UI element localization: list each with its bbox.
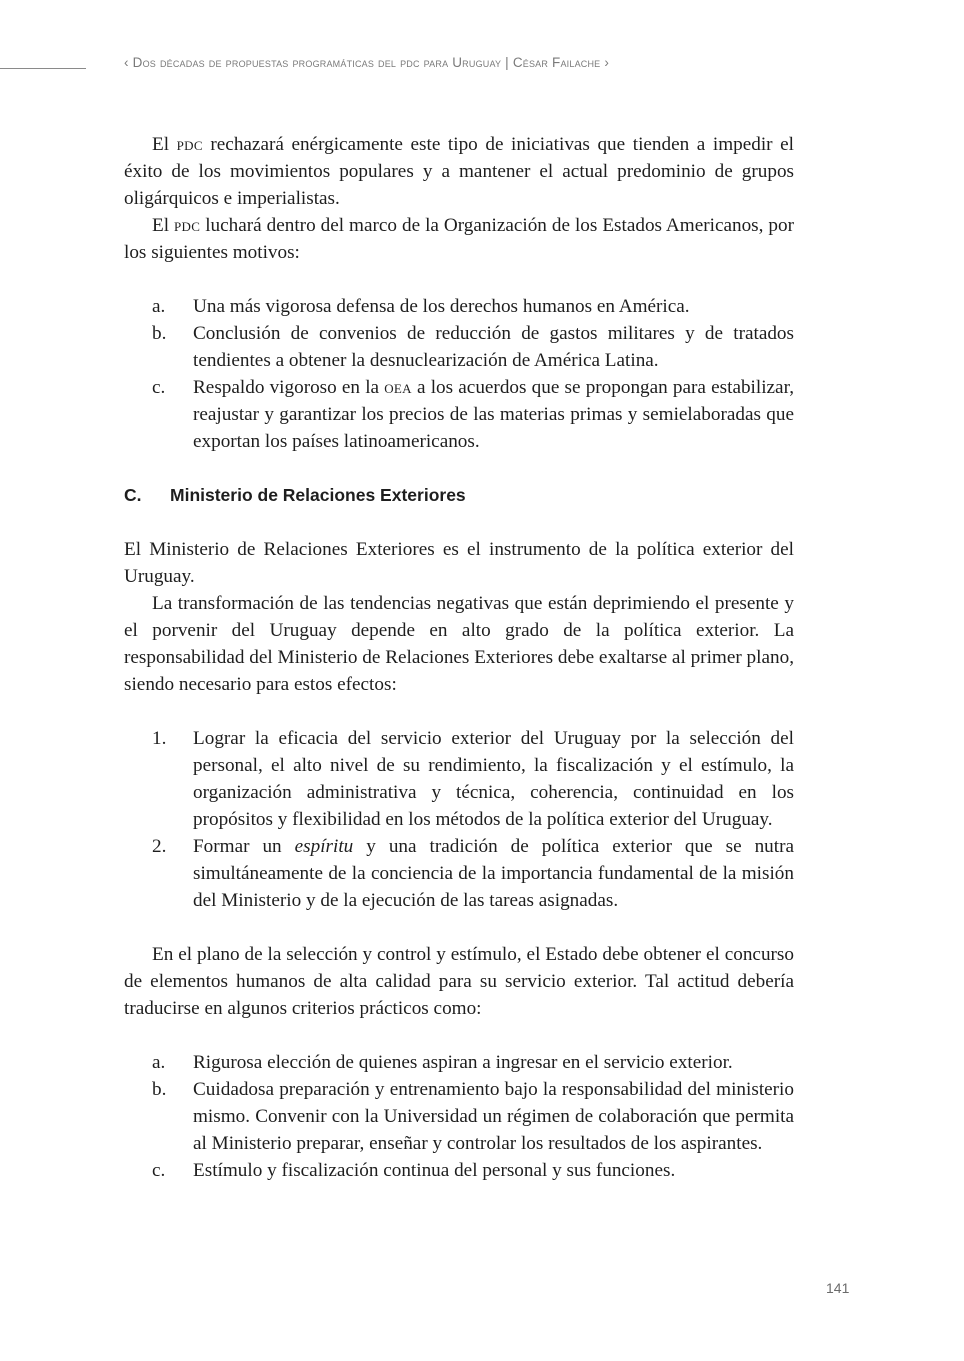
list-marker: b. bbox=[152, 323, 167, 344]
emphasis: espíritu bbox=[294, 836, 354, 857]
list-item-text: a los acuerdos que se propongan para estabilizar, reajustar y garantizar los precios de las materias primas y semielaboradas que exportan los países latinoamericanos. bbox=[193, 377, 794, 452]
list-marker: c. bbox=[152, 1160, 166, 1181]
motivos-list bbox=[124, 293, 794, 455]
list-item-text: Una más vigorosa defensa de los derechos humanos en América. bbox=[193, 296, 690, 317]
list-item-text: Formar un bbox=[193, 836, 295, 857]
list-item-text: y una tradición de política exterior que se nutra simultáneamente de la conciencia de la importancia fundamental de la misión del Ministerio y de la ejecución de las tareas asignadas. bbox=[193, 836, 794, 911]
list-item bbox=[124, 293, 794, 320]
list-item-text: Respaldo vigoroso en la bbox=[193, 377, 385, 398]
paragraph bbox=[124, 212, 794, 266]
list-item-text: Lograr la eficacia del servicio exterior del Uruguay por la selección del personal, el alto nivel de su rendimiento, la fiscalización y el estímulo, la organización administrativa y técnica, coherencia, continuidad en los propósitos y flexibilidad en los métodos de la política exterior del Uruguay. bbox=[193, 728, 794, 830]
running-header: ‹ Dos décadas de propuestas programáticas del pdc para Uruguay | César Failache › bbox=[124, 55, 610, 70]
paragraph: El Ministerio de Relaciones Exteriores es el instrumento de la política exterior del Uruguay. bbox=[124, 539, 794, 587]
list-marker: b. bbox=[152, 1079, 167, 1100]
section-letter: C. bbox=[124, 485, 142, 505]
page-number: 141 bbox=[826, 1280, 850, 1296]
list-item bbox=[124, 320, 794, 374]
list-item bbox=[124, 374, 794, 455]
paragraph bbox=[124, 131, 794, 212]
page-body bbox=[124, 131, 794, 1184]
paragraph: En el plano de la selección y control y estímulo, el Estado debe obtener el concurso de elementos humanos de alta calidad para su servicio exterior. Tal actitud debería traducirse en algunos criterios prácticos como: bbox=[124, 944, 794, 1019]
section-heading bbox=[124, 482, 794, 509]
list-marker: 2. bbox=[152, 836, 167, 857]
list-item bbox=[124, 725, 794, 833]
text: luchará dentro del marco de la Organización de los Estados Americanos, por los siguientes motivos: bbox=[124, 215, 794, 263]
list-item bbox=[124, 1157, 794, 1184]
list-item bbox=[124, 1049, 794, 1076]
list-item-text: Rigurosa elección de quienes aspiran a ingresar en el servicio exterior. bbox=[193, 1052, 733, 1073]
objetivos-list bbox=[124, 725, 794, 914]
list-marker: c. bbox=[152, 377, 166, 398]
criterios-list bbox=[124, 1049, 794, 1184]
list-marker: a. bbox=[152, 1052, 166, 1073]
section-title: Ministerio de Relaciones Exteriores bbox=[170, 485, 466, 505]
list-item-text: Conclusión de convenios de reducción de gastos militares y de tratados tendientes a obtener la desnuclearización de América Latina. bbox=[193, 323, 794, 371]
list-item-text: Cuidadosa preparación y entrenamiento bajo la responsabilidad del ministerio mismo. Convenir con la Universidad un régimen de colaboración que permita al Ministerio preparar, enseñar y controlar los resultados de los aspirantes. bbox=[193, 1079, 794, 1154]
text: rechazará enérgicamente este tipo de iniciativas que tienden a impedir el éxito de los movimientos populares y a mantener el actual predominio de grupos oligárquicos e imperialistas. bbox=[124, 134, 794, 209]
list-marker: 1. bbox=[152, 728, 167, 749]
list-item bbox=[124, 833, 794, 914]
abbreviation: pdc bbox=[174, 215, 201, 236]
text: El bbox=[152, 215, 175, 236]
abbreviation: pdc bbox=[176, 134, 203, 155]
paragraph: La transformación de las tendencias negativas que están deprimiendo el presente y el porvenir del Uruguay depende en alto grado de la política exterior. La responsabilidad del Ministerio de Relaciones Exteriores debe exaltarse al primer plano, siendo necesario para estos efectos: bbox=[124, 593, 794, 695]
list-marker: a. bbox=[152, 296, 166, 317]
header-rule bbox=[0, 68, 86, 69]
list-item bbox=[124, 1076, 794, 1157]
text: El bbox=[152, 134, 177, 155]
abbreviation: oea bbox=[384, 377, 412, 398]
list-item-text: Estímulo y fiscalización continua del personal y sus funciones. bbox=[193, 1160, 676, 1181]
